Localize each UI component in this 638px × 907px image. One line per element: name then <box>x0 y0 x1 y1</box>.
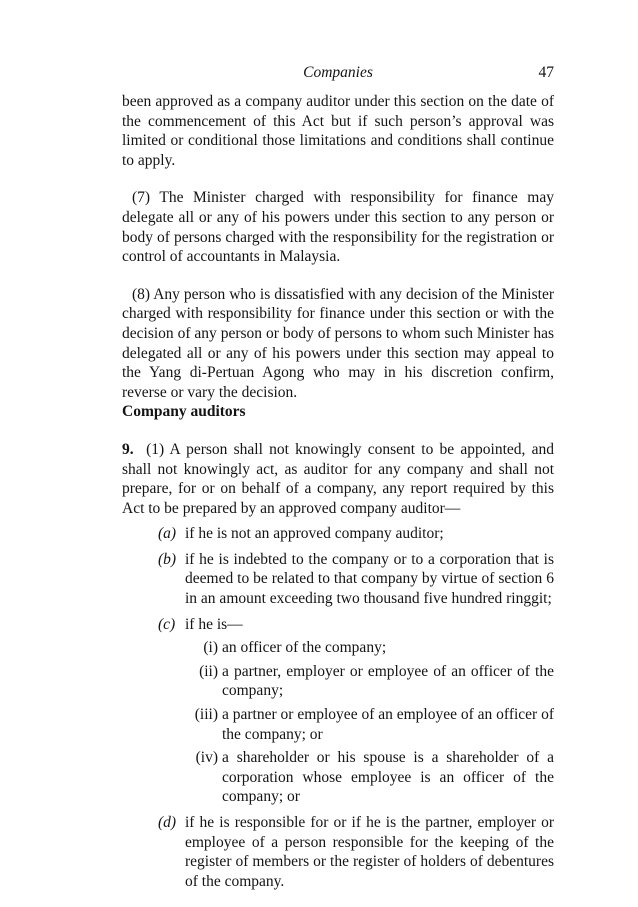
list-item-label: (b) <box>158 550 177 568</box>
list-item-text: if he is— <box>185 615 243 633</box>
sub-item-text: a partner or employee of an employee of an officer of the company; or <box>222 706 554 743</box>
sub-item-label: (i) <box>203 639 218 657</box>
subsection-7: (7) The Minister charged with responsibility for finance may delegate all or any of his powers under this section to any person or body of persons charged with the responsibility for the registration or control of accountants in Malaysia. <box>122 189 554 266</box>
sub-item-ii <box>122 662 554 701</box>
sub-item-iv <box>122 748 554 807</box>
list-item-label: (d) <box>158 814 177 831</box>
page-body <box>122 92 554 891</box>
list-item-b <box>122 550 554 609</box>
sub-item-text: a partner, employer or employee of an officer of the company; <box>222 662 554 700</box>
list-item-text: if he is not an approved company auditor; <box>185 525 444 543</box>
section-9-intro <box>122 440 554 518</box>
subsection-8: (8) Any person who is dissatisfied with any decision of the Minister charged with responsibility for finance under this section or with the decision of any person or body of persons to whom such Minister has delegated all or any of his powers under this section may appeal to the Yang di-Pertuan Agong who may in his discretion confirm, reverse or vary the decision. <box>122 285 554 401</box>
sub-item-label: (ii) <box>199 662 218 680</box>
section-number: 9. <box>122 440 134 458</box>
running-title: Companies <box>303 64 373 81</box>
section-9-intro-text: (1) A person shall not knowingly consent to be appointed, and shall not knowingly act, as auditor for any company and shall not prepare, for or on behalf of a company, any report required by this Act to be prepared by an approved company auditor— <box>122 440 554 517</box>
sub-item-text: a shareholder or his spouse is a shareholder of a corporation whose employee is an officer of the company; or <box>222 749 554 806</box>
list-item-c <box>122 615 554 635</box>
list-item-d <box>122 813 554 891</box>
list-item-text: if he is indebted to the company or to a corporation that is deemed to be related to that company by virtue of section 6 in an amount exceeding two thousand five hundred ringgit; <box>185 550 554 608</box>
page-number: 47 <box>538 64 554 81</box>
sub-item-i <box>122 638 554 658</box>
sub-item-iii <box>122 705 554 744</box>
list-item-label: (c) <box>158 615 176 633</box>
sub-item-label: (iii) <box>194 706 218 724</box>
continued-paragraph: been approved as a company auditor under this section on the date of the commencement of this Act but if such person’s approval was limited or conditional those limitations and conditions shall continue to apply. <box>122 93 554 169</box>
list-item-a <box>122 524 554 544</box>
list-item-text: if he is responsible for or if he is the partner, employer or employee of a person responsible for the keeping of the register of members or the register of holders of debentures of the company. <box>185 814 554 890</box>
sub-item-text: an officer of the company; <box>222 639 387 657</box>
running-header <box>122 64 554 84</box>
list-item-label: (a) <box>158 525 177 543</box>
section-heading: Company auditors <box>122 403 246 421</box>
sub-item-label: (iv) <box>195 749 218 767</box>
